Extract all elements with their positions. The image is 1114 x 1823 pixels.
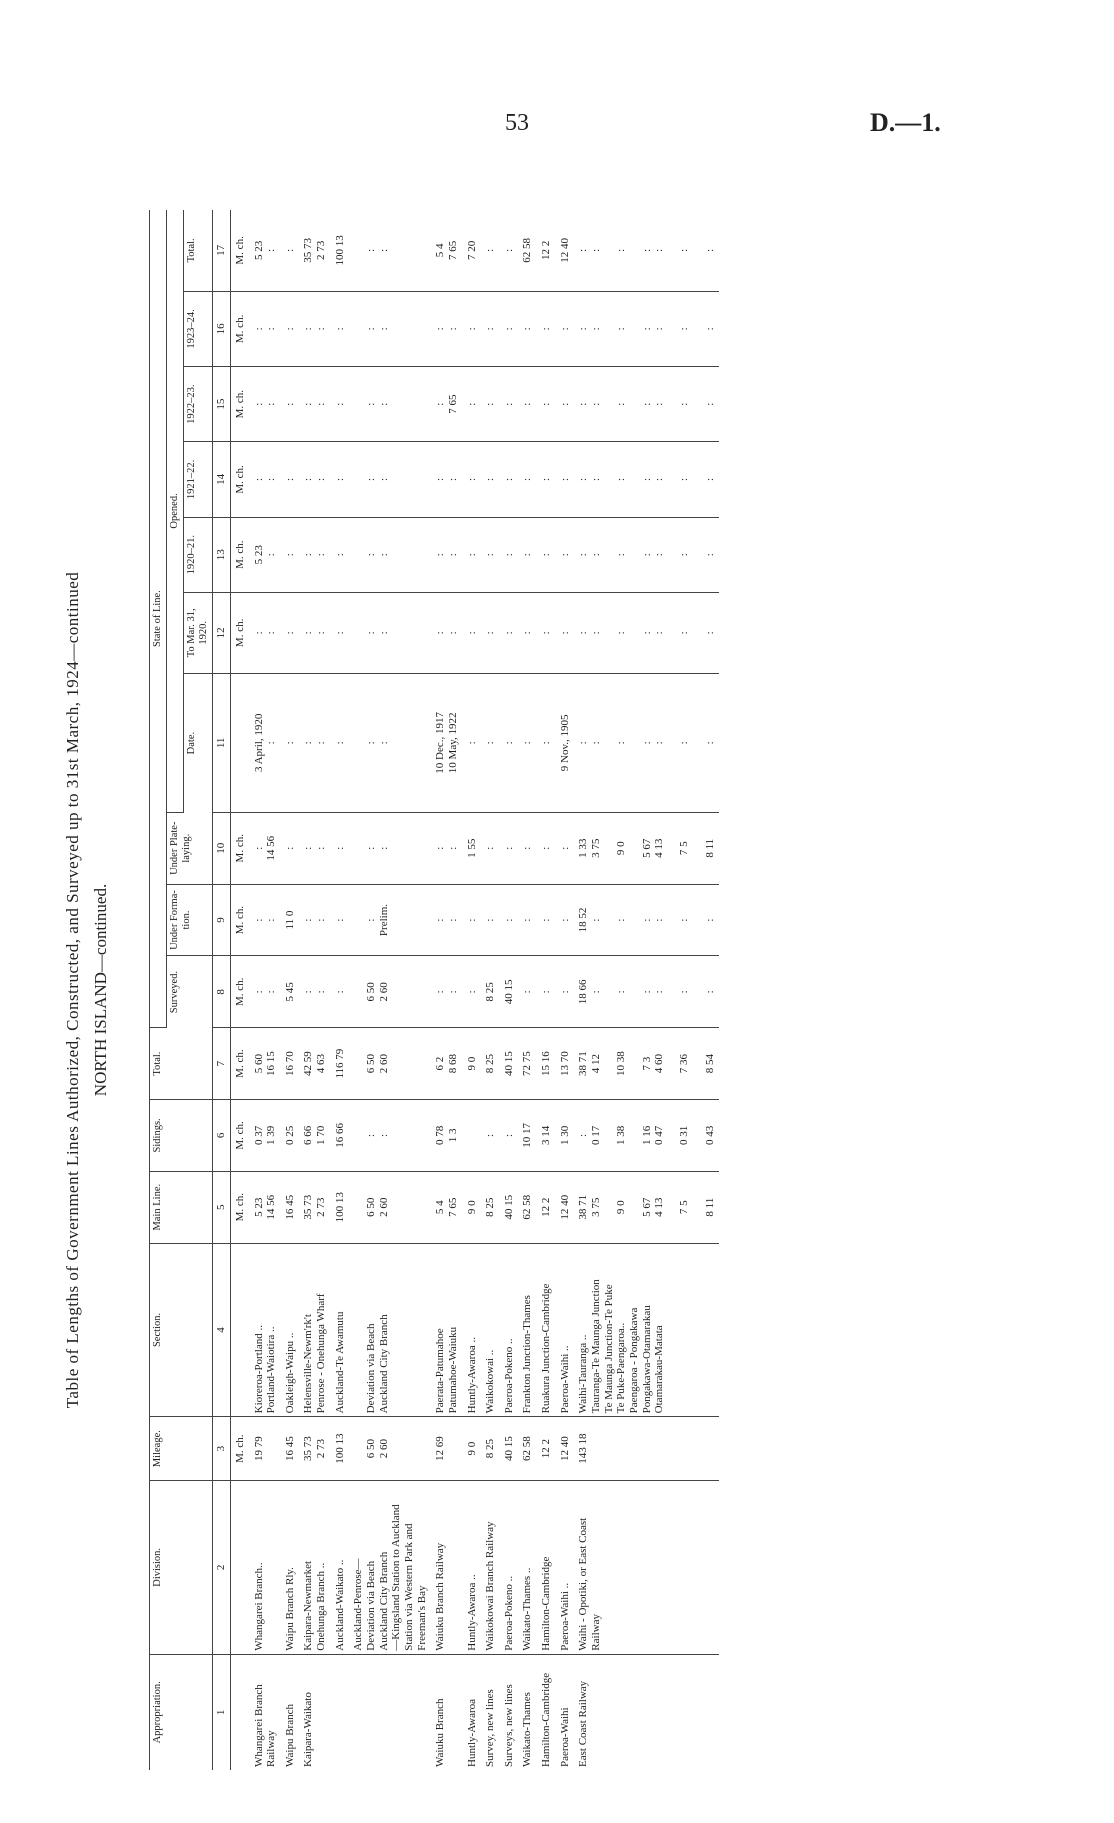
sidings-cell: 0 78 1 3 (431, 1100, 462, 1172)
table-row (250, 210, 281, 1770)
section-cell: Huntly-Awaroa .. (463, 1243, 482, 1417)
under-platelaying-cell: : (281, 812, 300, 884)
titles (63, 210, 110, 1770)
opened-1923-24-cell: : (281, 291, 300, 366)
opened-1920-21-cell: : (281, 517, 300, 592)
to-1920-cell: : (556, 592, 575, 673)
section-cell: Helensville-Newm'rk't Penrose - Onehunga Wharf (299, 1243, 330, 1417)
opened-1922-23-cell: : (331, 367, 350, 442)
col-appropriation-header: Appropriation. (150, 1654, 213, 1770)
section-cell: Auckland-Te Awamutu (331, 1243, 350, 1417)
division-cell: Huntly-Awaroa .. (463, 1481, 482, 1655)
unit-label (230, 673, 249, 812)
opened-total-cell: 5 4 7 65 (431, 210, 462, 291)
mileage-cell: 143 18 (574, 1417, 719, 1481)
opened-total-cell: : (500, 210, 519, 291)
table-row (500, 210, 519, 1770)
total-cell: 9 0 (463, 1028, 482, 1100)
section-cell: Waikokowai .. (481, 1243, 500, 1417)
date-opened-cell: : (463, 673, 482, 812)
section-cell: Paeroa-Waihi .. (556, 1243, 575, 1417)
opened-total-cell: 100 13 (331, 210, 350, 291)
col-number: 8 (213, 956, 231, 1028)
under-formation-cell: : (500, 884, 519, 956)
unit-label (230, 1481, 249, 1655)
under-platelaying-cell: : (331, 812, 350, 884)
document-reference: D.—1. (870, 108, 941, 137)
main-line-cell: 12 2 (537, 1171, 556, 1243)
date-opened-cell: 10 Dec., 1917 10 May, 1922 (431, 673, 462, 812)
main-line-cell: 35 73 2 73 (299, 1171, 330, 1243)
opened-1921-22-cell: : : (431, 442, 462, 517)
sidings-cell: : (481, 1100, 500, 1172)
under-formation-cell: 11 0 (281, 884, 300, 956)
opened-1923-24-cell: : (500, 291, 519, 366)
sidings-cell: 10 17 (518, 1100, 537, 1172)
total-cell: 8 25 (481, 1028, 500, 1100)
opened-1921-22-cell: : (463, 442, 482, 517)
opened-1923-24-cell: : (537, 291, 556, 366)
total-cell: 5 60 16 15 (250, 1028, 281, 1100)
col-number: 15 (213, 367, 231, 442)
appropriation-cell: Waiuku Branch (434, 1698, 447, 1767)
unit-label (230, 1654, 249, 1770)
col-number: 11 (213, 673, 231, 812)
under-formation-cell: : (556, 884, 575, 956)
opened-1923-24-cell: : (331, 291, 350, 366)
col-number: 2 (213, 1481, 231, 1655)
appropriation-cell: Paeroa-Waihi (558, 1707, 571, 1767)
opened-total-cell: : (481, 210, 500, 291)
total-cell: 40 15 (500, 1028, 519, 1100)
opened-1920-21-cell: : (500, 517, 519, 592)
table-row (349, 210, 431, 1770)
opened-1920-21-cell: : : (349, 517, 431, 592)
opened-total-cell: 35 73 2 73 (299, 210, 330, 291)
opened-total-cell: 62 58 (518, 210, 537, 291)
opened-1923-24-cell: : (556, 291, 575, 366)
opened-1922-23-cell: : (481, 367, 500, 442)
col-1923-24-header: 1923–24. (184, 291, 213, 366)
under-formation-cell: : (331, 884, 350, 956)
division-cell: Whangarei Branch.. (250, 1481, 281, 1655)
opened-1921-22-cell: : : : : : : : (574, 442, 719, 517)
division-cell: Waikato-Thames .. (518, 1481, 537, 1655)
division-cell: Auckland-Waikato .. (331, 1481, 350, 1655)
surveyed-cell: : : (431, 956, 462, 1028)
col-number: 6 (213, 1100, 231, 1172)
sidings-cell: 16 66 (331, 1100, 350, 1172)
appropriation-cell: Survey, new lines (484, 1689, 497, 1767)
opened-total-cell: : : : : : : : (574, 210, 719, 291)
section-cell: Waihi-Tauranga .. Tauranga-Te Maunga Junction Te Maunga Junction-Te Puke Te Puke-Paengaroa.. Paengaroa - Pongakawa Pongakawa-Otamarakau Otamarakau-Matata (574, 1243, 719, 1417)
opened-1920-21-cell: : (518, 517, 537, 592)
col-number: 3 (213, 1417, 231, 1481)
under-formation-cell: : Prelim. (349, 884, 431, 956)
opened-1922-23-cell: : (556, 367, 575, 442)
sidings-cell: : (500, 1100, 519, 1172)
section-cell: Paeroa-Pokeno .. (500, 1243, 519, 1417)
table-row (556, 210, 575, 1770)
to-1920-cell: : (500, 592, 519, 673)
main-line-cell: 5 4 7 65 (431, 1171, 462, 1243)
opened-1922-23-cell: : (463, 367, 482, 442)
unit-label: M. ch. (230, 884, 249, 956)
opened-total-cell: 5 23 : (250, 210, 281, 291)
unit-label (230, 1243, 249, 1417)
opened-1920-21-cell: : : (299, 517, 330, 592)
total-cell: 13 70 (556, 1028, 575, 1100)
mileage-cell: 16 45 (281, 1417, 300, 1481)
opened-1923-24-cell: : (481, 291, 500, 366)
total-cell: 6 50 2 60 (349, 1028, 431, 1100)
unit-label: M. ch. (230, 442, 249, 517)
opened-1922-23-cell: : : (250, 367, 281, 442)
col-1922-23-header: 1922–23. (184, 367, 213, 442)
date-opened-cell: : (331, 673, 350, 812)
mileage-cell: 12 40 (556, 1417, 575, 1481)
to-1920-cell: : : (349, 592, 431, 673)
opened-1922-23-cell: : (537, 367, 556, 442)
table-row (463, 210, 482, 1770)
opened-1920-21-cell: : (463, 517, 482, 592)
unit-label: M. ch. (230, 812, 249, 884)
opened-1923-24-cell: : : : : : : : (574, 291, 719, 366)
surveyed-cell: : : (250, 956, 281, 1028)
date-opened-cell: : (500, 673, 519, 812)
under-formation-cell: : : (431, 884, 462, 956)
unit-label: M. ch. (230, 956, 249, 1028)
mileage-cell: 12 69 (431, 1417, 462, 1481)
col-number: 13 (213, 517, 231, 592)
division-cell: Waikokowai Branch Railway (481, 1481, 500, 1655)
date-opened-cell: : (481, 673, 500, 812)
opened-1921-22-cell: : (556, 442, 575, 517)
main-line-cell: 38 71 3 75 9 0 5 67 4 13 7 5 8 11 (574, 1171, 719, 1243)
col-number: 10 (213, 812, 231, 884)
mileage-cell: 62 58 (518, 1417, 537, 1481)
under-platelaying-cell: : : (349, 812, 431, 884)
col-number: 14 (213, 442, 231, 517)
under-platelaying-cell: : (500, 812, 519, 884)
total-cell: 42 59 4 63 (299, 1028, 330, 1100)
section-cell: Ruakura Junction-Cambridge (537, 1243, 556, 1417)
appropriation-cell: Waipu Branch (283, 1704, 296, 1767)
surveyed-cell: : : (299, 956, 330, 1028)
to-1920-cell: : : (250, 592, 281, 673)
col-number: 9 (213, 884, 231, 956)
surveyed-cell: 18 66 : : : : : : (574, 956, 719, 1028)
surveyed-cell: 6 50 2 60 (349, 956, 431, 1028)
date-opened-cell: : : (349, 673, 431, 812)
sidings-cell: : : (349, 1100, 431, 1172)
col-number: 12 (213, 592, 231, 673)
opened-1921-22-cell: : (518, 442, 537, 517)
main-line-cell: 100 13 (331, 1171, 350, 1243)
unit-label: M. ch. (230, 210, 249, 291)
to-1920-cell: : : : : : : : (574, 592, 719, 673)
under-platelaying-cell: 1 55 (463, 812, 482, 884)
total-cell: 6 2 8 68 (431, 1028, 462, 1100)
col-total-header: Total. (150, 1028, 213, 1100)
table-body (230, 210, 719, 1770)
opened-1920-21-cell: : (537, 517, 556, 592)
opened-1921-22-cell: : (281, 442, 300, 517)
unit-label: M. ch. (230, 1028, 249, 1100)
under-platelaying-cell: : (518, 812, 537, 884)
date-opened-cell: 9 Nov., 1905 (556, 673, 575, 812)
col-number: 16 (213, 291, 231, 366)
opened-total-cell: : : (349, 210, 431, 291)
opened-1923-24-cell: : (463, 291, 482, 366)
opened-1923-24-cell: : : (250, 291, 281, 366)
appropriation-cell: Whangarei Branch Railway (252, 1684, 278, 1767)
opened-1920-21-cell: : : (431, 517, 462, 592)
table-title: Table of Lengths of Government Lines Authorized, Constructed, and Surveyed up to 31st March, 1924—continued (63, 571, 82, 1409)
appropriation-cell: Waikato-Thames (521, 1692, 534, 1767)
division-cell: Paeroa-Pokeno .. (500, 1481, 519, 1655)
division-cell: Waipu Branch Rly. (281, 1481, 300, 1655)
unit-label: M. ch. (230, 592, 249, 673)
rotated-table-region (57, 210, 1057, 1770)
opened-1922-23-cell: : (500, 367, 519, 442)
opened-total-cell: : (281, 210, 300, 291)
col-number: 1 (213, 1654, 231, 1770)
main-line-cell: 12 40 (556, 1171, 575, 1243)
opened-total-cell: 12 40 (556, 210, 575, 291)
opened-1921-22-cell: : (537, 442, 556, 517)
main-line-cell: 62 58 (518, 1171, 537, 1243)
unit-label: M. ch. (230, 1417, 249, 1481)
appropriation-cell: Kaipara-Waikato (302, 1692, 315, 1767)
under-platelaying-cell: : 14 56 (250, 812, 281, 884)
appropriation-cell (349, 1654, 431, 1770)
under-platelaying-cell: : (556, 812, 575, 884)
table-row (518, 210, 537, 1770)
table-row (299, 210, 330, 1770)
opened-1921-22-cell: : (481, 442, 500, 517)
division-cell: Hamilton-Cambridge (537, 1481, 556, 1655)
table-row (481, 210, 500, 1770)
under-platelaying-cell: : : (431, 812, 462, 884)
date-opened-cell: : (518, 673, 537, 812)
col-main-line-header: Main Line. (150, 1171, 213, 1243)
table-row (331, 210, 350, 1770)
under-platelaying-cell: : : (299, 812, 330, 884)
col-sidings-header: Sidings. (150, 1100, 213, 1172)
opened-1921-22-cell: : : (299, 442, 330, 517)
to-1920-cell: : : (431, 592, 462, 673)
under-formation-cell: : (518, 884, 537, 956)
opened-1920-21-cell: 5 23 : (250, 517, 281, 592)
lines-table (149, 210, 719, 1770)
col-1920-21-header: 1920–21. (184, 517, 213, 592)
total-cell: 72 75 (518, 1028, 537, 1100)
table-row (537, 210, 556, 1770)
col-under-platelaying-header: Under Plate-laying. (167, 812, 213, 884)
date-opened-cell: 3 April, 1920 : (250, 673, 281, 812)
opened-1921-22-cell: : : (349, 442, 431, 517)
mileage-cell: 19 79 (250, 1417, 281, 1481)
col-number: 5 (213, 1171, 231, 1243)
to-1920-cell: : (331, 592, 350, 673)
opened-1922-23-cell: : : (299, 367, 330, 442)
mileage-cell: 12 2 (537, 1417, 556, 1481)
surveyed-cell: 8 25 (481, 956, 500, 1028)
division-cell: Waiuku Branch Railway (431, 1481, 462, 1655)
unit-label: M. ch. (230, 367, 249, 442)
section-cell: Paerata-Patumahoe Patumahoe-Waiuku (431, 1243, 462, 1417)
col-number: 7 (213, 1028, 231, 1100)
mileage-cell: 9 0 (463, 1417, 482, 1481)
table-row (574, 210, 719, 1770)
date-opened-cell: : : (299, 673, 330, 812)
opened-1921-22-cell: : (500, 442, 519, 517)
to-1920-cell: : (281, 592, 300, 673)
unit-label: M. ch. (230, 1100, 249, 1172)
division-cell: Auckland-Penrose— Deviation via Beach Auckland City Branch —Kingsland Station to Auckland Station via Western Park and Freeman's Bay (349, 1481, 431, 1655)
mileage-cell: 35 73 2 73 (299, 1417, 330, 1481)
under-platelaying-cell: : (537, 812, 556, 884)
col-mileage-header: Mileage. (150, 1417, 213, 1481)
under-formation-cell: 18 52 : : : : : : (574, 884, 719, 956)
col-number: 17 (213, 210, 231, 291)
opened-1920-21-cell: : (556, 517, 575, 592)
main-line-cell: 5 23 14 56 (250, 1171, 281, 1243)
appropriation-cell: Surveys, new lines (502, 1684, 515, 1767)
col-opened-total-header: Total. (184, 210, 213, 291)
total-cell: 38 71 4 12 10 38 7 3 4 60 7 36 8 54 (574, 1028, 719, 1100)
appropriation-cell: Hamilton-Cambridge (540, 1672, 553, 1767)
col-surveyed-header: Surveyed. (167, 956, 213, 1028)
sidings-cell (463, 1100, 482, 1172)
to-1920-cell: : (463, 592, 482, 673)
surveyed-cell: : (463, 956, 482, 1028)
mileage-cell: 100 13 (331, 1417, 350, 1481)
opened-1922-23-cell: : : (349, 367, 431, 442)
section-cell: Deviation via Beach Auckland City Branch (349, 1243, 431, 1417)
under-formation-cell: : : (299, 884, 330, 956)
sidings-cell: 3 14 (537, 1100, 556, 1172)
opened-1923-24-cell: : (518, 291, 537, 366)
page-number: 53 (505, 110, 529, 136)
under-formation-cell: : (537, 884, 556, 956)
total-cell: 16 70 (281, 1028, 300, 1100)
opened-1922-23-cell: : (281, 367, 300, 442)
table-row (431, 210, 462, 1770)
sidings-cell: 1 30 (556, 1100, 575, 1172)
unit-label: M. ch. (230, 291, 249, 366)
date-opened-cell: : (537, 673, 556, 812)
state-of-line-header: State of Line. (150, 210, 167, 1028)
opened-1923-24-cell: : : (431, 291, 462, 366)
unit-label: M. ch. (230, 517, 249, 592)
table-row (281, 210, 300, 1770)
unit-label: M. ch. (230, 1171, 249, 1243)
appropriation-cell (331, 1654, 350, 1770)
to-1920-cell: : (537, 592, 556, 673)
opened-1920-21-cell: : (481, 517, 500, 592)
opened-1921-22-cell: : : (250, 442, 281, 517)
mileage-cell: 40 15 (500, 1417, 519, 1481)
col-to-1920-header: To Mar. 31, 1920. (184, 592, 213, 673)
main-line-cell: 9 0 (463, 1171, 482, 1243)
col-1921-22-header: 1921–22. (184, 442, 213, 517)
opened-1922-23-cell: : : : : : : : (574, 367, 719, 442)
col-section-header: Section. (150, 1243, 213, 1417)
surveyed-cell: 40 15 (500, 956, 519, 1028)
section-cell: Kioreroa-Portland .. Portland-Waiotira .. (250, 1243, 281, 1417)
sidings-cell: : 0 17 1 38 1 16 0 47 0 31 0 43 (574, 1100, 719, 1172)
division-cell: Kaipara-Newmarket Onehunga Branch .. (299, 1481, 330, 1655)
opened-1922-23-cell: : 7 65 (431, 367, 462, 442)
to-1920-cell: : (518, 592, 537, 673)
under-formation-cell: : (463, 884, 482, 956)
sidings-cell: 0 37 1 39 (250, 1100, 281, 1172)
appropriation-cell: East Coast Railway (577, 1680, 590, 1767)
under-formation-cell: : : (250, 884, 281, 956)
appropriation-cell: Huntly-Awaroa (465, 1698, 478, 1767)
sidings-cell: 0 25 (281, 1100, 300, 1172)
section-cell: Frankton Junction-Thames (518, 1243, 537, 1417)
mileage-cell: 8 25 (481, 1417, 500, 1481)
table-wrap (149, 210, 719, 1770)
opened-1922-23-cell: : (518, 367, 537, 442)
under-platelaying-cell: 1 33 3 75 9 0 5 67 4 13 7 5 8 11 (574, 812, 719, 884)
opened-total-cell: 7 20 (463, 210, 482, 291)
col-division-header: Division. (150, 1481, 213, 1655)
col-number: 4 (213, 1243, 231, 1417)
main-line-cell: 8 25 (481, 1171, 500, 1243)
sidings-cell: 6 66 1 70 (299, 1100, 330, 1172)
main-line-cell: 16 45 (281, 1171, 300, 1243)
total-cell: 15 16 (537, 1028, 556, 1100)
opened-1920-21-cell: : (331, 517, 350, 592)
division-cell: Waihi - Opotiki, or East Coast Railway (574, 1481, 719, 1655)
main-line-cell: 40 15 (500, 1171, 519, 1243)
opened-1923-24-cell: : : (299, 291, 330, 366)
opened-header: Opened. (167, 210, 184, 812)
mileage-cell: 6 50 2 60 (349, 1417, 431, 1481)
opened-1921-22-cell: : (331, 442, 350, 517)
surveyed-cell: : (537, 956, 556, 1028)
table-subtitle: NORTH ISLAND—continued. (90, 883, 110, 1097)
main-line-cell: 6 50 2 60 (349, 1171, 431, 1243)
surveyed-cell: : (518, 956, 537, 1028)
col-under-formation-header: Under Forma-tion. (167, 884, 213, 956)
opened-1923-24-cell: : : (349, 291, 431, 366)
to-1920-cell: : (481, 592, 500, 673)
under-platelaying-cell: : (481, 812, 500, 884)
under-formation-cell: : (481, 884, 500, 956)
division-cell: Paeroa-Waihi .. (556, 1481, 575, 1655)
total-cell: 116 79 (331, 1028, 350, 1100)
section-cell: Oakleigh-Waipu .. (281, 1243, 300, 1417)
surveyed-cell: : (556, 956, 575, 1028)
to-1920-cell: : : (299, 592, 330, 673)
date-opened-cell: : : : : : : : (574, 673, 719, 812)
col-date-header: Date. (184, 673, 213, 812)
date-opened-cell: : (281, 673, 300, 812)
surveyed-cell: : (331, 956, 350, 1028)
opened-1920-21-cell: : : : : : : : (574, 517, 719, 592)
surveyed-cell: 5 45 (281, 956, 300, 1028)
opened-total-cell: 12 2 (537, 210, 556, 291)
